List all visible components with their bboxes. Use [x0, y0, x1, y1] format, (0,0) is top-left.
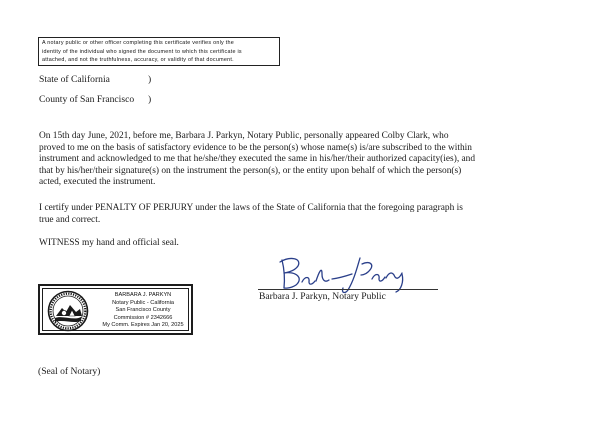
- paragraph-line: proved to me on the basis of satisfactory evidence to be the person(s) whose name(s) is/are subscribed to the within: [39, 142, 472, 153]
- venue-paren: ): [148, 74, 152, 85]
- stamp-line: Commission # 2342666: [113, 314, 173, 321]
- venue-state: State of California: [39, 74, 110, 85]
- paragraph-line: On 15th day June, 2021, before me, Barbara J. Parkyn, Notary Public, personally appeared Colby Clark, who: [39, 131, 449, 141]
- certify-paragraph: [39, 203, 463, 226]
- stamp-line: San Francisco County: [115, 307, 171, 314]
- stamp-text: [95, 292, 191, 330]
- stamp-line: Notary Public - California: [112, 299, 174, 306]
- witness-statement: WITNESS my hand and official seal.: [39, 238, 179, 248]
- paragraph-line: I certify under PENALTY OF PERJURY under the laws of the State of California that the foregoing paragraph is: [39, 203, 463, 213]
- notary-stamp: [38, 284, 193, 335]
- notary-disclaimer-box: [38, 37, 280, 66]
- disclaimer-line: attached, and not the truthfulness, accuracy, or validity of that document.: [42, 57, 234, 64]
- stamp-line: My Comm. Expires Jan 20, 2025: [102, 322, 184, 329]
- paragraph-line: that by his/her/their signature(s) on the instrument the person(s), or the entity upon behalf of which the person(s): [39, 165, 462, 176]
- venue-county: County of San Francisco: [39, 94, 135, 105]
- disclaimer-line: A notary public or other officer completing this certificate verifies only the: [42, 40, 234, 46]
- paragraph-line: true and correct.: [39, 214, 101, 225]
- signer-name: Barbara J. Parkyn, Notary Public: [259, 291, 386, 302]
- paragraph-line: acted, executed the instrument.: [39, 177, 156, 188]
- california-seal-icon: [46, 290, 90, 332]
- paragraph-line: instrument and acknowledged to me that he/she/they executed the same in his/her/their authorized capacity(ies), and: [39, 154, 476, 165]
- signature-line: [258, 289, 438, 290]
- stamp-line: BARBARA J. PARKYN: [114, 292, 172, 298]
- stamp-inner-border: [42, 288, 189, 331]
- acknowledgment-paragraph: [39, 131, 475, 189]
- venue-paren: ): [148, 94, 152, 105]
- seal-of-notary-label: (Seal of Notary): [38, 366, 101, 377]
- disclaimer-line: identity of the individual who signed the document to which this certificate is: [42, 48, 242, 55]
